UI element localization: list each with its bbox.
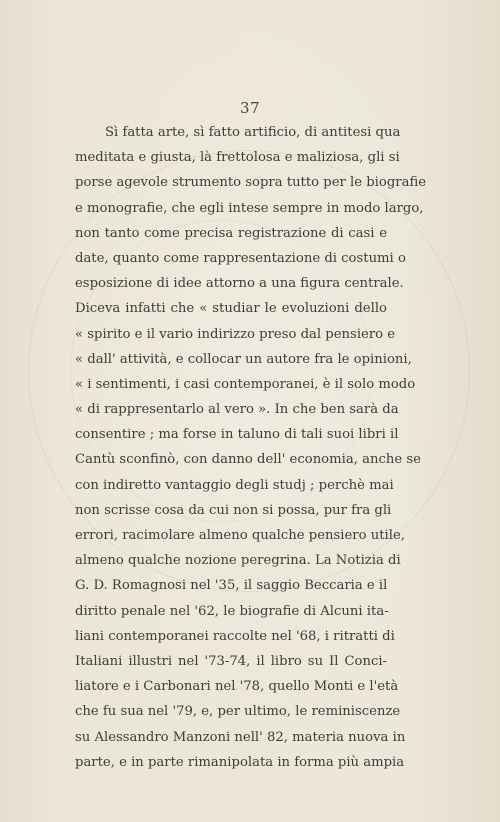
text-line: « spirito e il vario indirizzo preso dal pensiero e bbox=[75, 326, 396, 342]
text-line: non scrisse cosa da cui non si possa, pur fra gli bbox=[75, 502, 392, 518]
text-line: su Alessandro Manzoni nell' 82, materia nuova in bbox=[75, 729, 406, 745]
text-line: liatore e i Carbonari nel '78, quello Monti e l'età bbox=[75, 679, 399, 695]
text-line: Diceva infatti che « studiar le evoluzioni dello bbox=[75, 301, 387, 317]
text-line: errori, racimolare almeno qualche pensiero utile, bbox=[75, 528, 405, 543]
text-line: liani contemporanei raccolte nel '68, i ritratti di bbox=[75, 628, 395, 644]
text-line: e monografie, che egli intese sempre in modo largo, bbox=[75, 200, 424, 216]
text-line: consentire ; ma forse in taluno di tali suoi libri il bbox=[75, 427, 399, 443]
text-line: date, quanto come rappresentazione di costumi o bbox=[75, 250, 406, 266]
text-line: che fu sua nel '79, e, per ultimo, le reminiscenze bbox=[75, 704, 401, 720]
text-line: parte, e in parte rimanipolata in forma più ampia bbox=[75, 754, 405, 770]
page-number: 37 bbox=[239, 99, 261, 117]
text-line: G. D. Romagnosi nel '35, il saggio Beccaria e il bbox=[75, 578, 388, 594]
body-text bbox=[75, 120, 427, 775]
text-line: meditata e giusta, là frettolosa e maliziosa, gli si bbox=[75, 150, 400, 166]
text-line: Cantù sconfinò, con danno dell' economia, anche se bbox=[75, 452, 421, 468]
text-line: « dall' attività, e collocar un autore fra le opinioni, bbox=[75, 351, 412, 367]
text-line: Italiani illustri nel '73-74, il libro su Il Conci- bbox=[75, 653, 387, 669]
text-line: non tanto come precisa registrazione di casi e bbox=[75, 225, 387, 241]
text-line: « i sentimenti, i casi contemporanei, è il solo modo bbox=[75, 376, 416, 392]
text-line: almeno qualche nozione peregrina. La Notizia di bbox=[75, 553, 401, 569]
text-line: esposizione di idee attorno a una figura centrale. bbox=[75, 276, 404, 292]
text-line: porse agevole strumento sopra tutto per le biografie bbox=[75, 175, 427, 191]
text-line: Sì fatta arte, sì fatto artificio, di antitesi qua bbox=[105, 125, 401, 140]
text-line: con indiretto vantaggio degli studj ; perchè mai bbox=[75, 477, 394, 493]
text-line: diritto penale nel '62, le biografie di Alcuni ita- bbox=[75, 603, 389, 619]
text-line: « di rappresentarlo al vero ». In che ben sarà da bbox=[75, 402, 399, 418]
